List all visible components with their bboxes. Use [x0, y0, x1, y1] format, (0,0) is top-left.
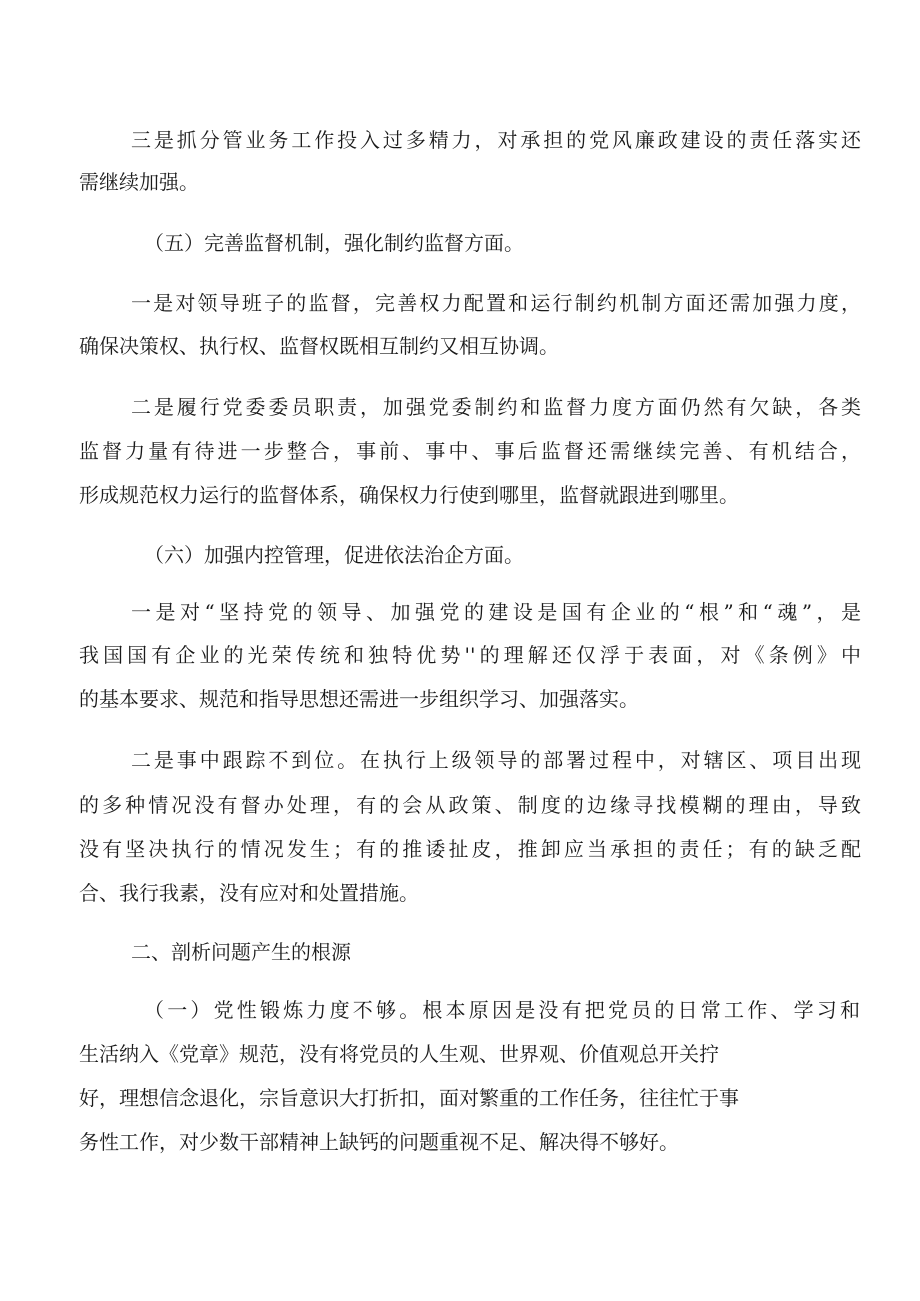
- paragraph-1-line-1: 三是抓分管业务工作投入过多精力，对承担的党风廉政建设的责任落实还: [131, 128, 861, 152]
- paragraph-4-line-1: 二是履行党委委员职责，加强党委制约和监督力度方面仍然有欠缺，各类: [131, 395, 861, 419]
- paragraph-4-line-3: 形成规范权力运行的监督体系，确保权力行使到哪里，监督就跟进到哪里。: [79, 483, 739, 507]
- paragraph-6-line-1: 一是对“坚持党的领导、加强党的建设是国有企业的“根”和“魂”，是: [131, 600, 861, 624]
- section-heading-6: （六）加强内控管理，促进依法治企方面。: [144, 543, 524, 567]
- paragraph-7-line-3: 没有坚决执行的情况发生；有的推诿扯皮，推卸应当承担的责任；有的缺乏配: [79, 837, 861, 861]
- paragraph-1-line-2: 需继续加强。: [79, 170, 199, 194]
- paragraph-3-line-1: 一是对领导班子的监督，完善权力配置和运行制约机制方面还需加强力度，: [131, 291, 861, 315]
- paragraph-7-line-2: 的多种情况没有督办处理，有的会从政策、制度的边缘寻找模糊的理由，导致: [79, 793, 861, 817]
- section-heading-two: 二、剖析问题产生的根源: [131, 940, 351, 964]
- paragraph-3-line-2: 确保决策权、执行权、监督权既相互制约又相互协调。: [79, 334, 559, 358]
- section-heading-5: （五）完善监督机制，强化制约监督方面。: [144, 231, 524, 255]
- paragraph-9-line-3: 好，理想信念退化，宗旨意识大打折扣，面对繁重的工作任务，往往忙于事: [79, 1086, 739, 1110]
- paragraph-6-line-3: 的基本要求、规范和指导思想还需进一步组织学习、加强落实。: [79, 687, 639, 711]
- paragraph-9-line-4: 务性工作，对少数干部精神上缺钙的问题重视不足、解决得不够好。: [79, 1130, 679, 1154]
- paragraph-4-line-2: 监督力量有待进一步整合，事前、事中、事后监督还需继续完善、有机结合，: [79, 439, 861, 463]
- paragraph-7-line-1: 二是事中跟踪不到位。在执行上级领导的部署过程中，对辖区、项目出现: [131, 748, 861, 772]
- paragraph-6-line-2: 我国国有企业的光荣传统和独特优势''的理解还仅浮于表面，对《条例》中: [79, 643, 861, 667]
- paragraph-9-line-1: （一）党性锻炼力度不够。根本原因是没有把党员的日常工作、学习和: [144, 998, 860, 1022]
- paragraph-7-line-4: 合、我行我素，没有应对和处置措施。: [79, 881, 419, 905]
- paragraph-9-line-2: 生活纳入《党章》规范，没有将党员的人生观、世界观、价值观总开关拧: [79, 1042, 719, 1066]
